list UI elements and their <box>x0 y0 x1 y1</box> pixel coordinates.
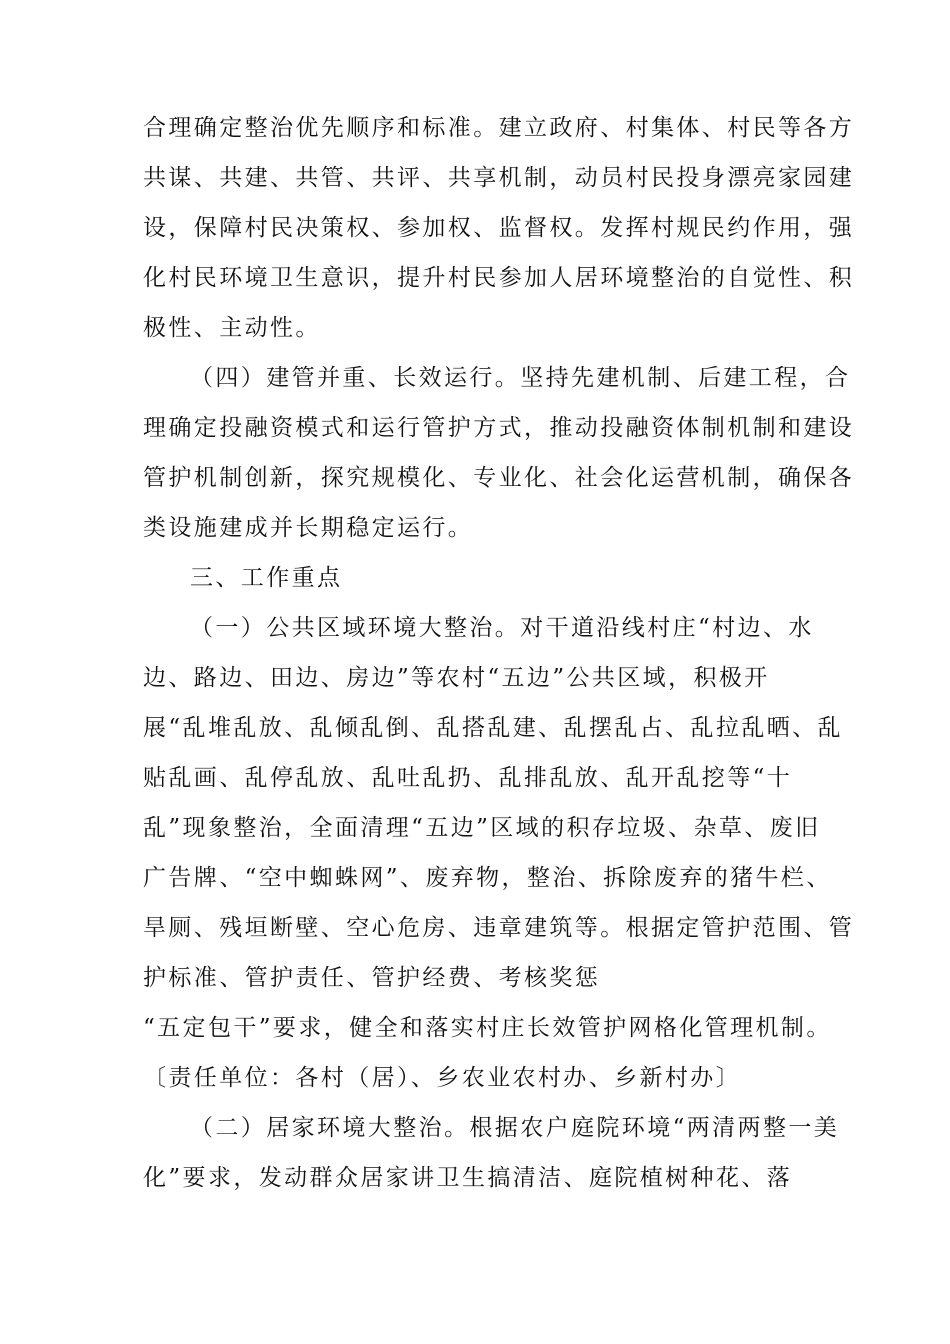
paragraph-line: 合理确定整治优先顺序和标准。建立政府、村集体、村民等各方 <box>143 115 855 141</box>
subsection-2-heading-line: （二）居家环境大整治。根据农户庭院环境“两清两整一美 <box>190 1115 840 1141</box>
paragraph-line: 展“乱堆乱放、乱倾乱倒、乱搭乱建、乱摆乱占、乱拉乱晒、乱 <box>143 715 843 741</box>
paragraph-line: 贴乱画、乱停乱放、乱吐乱扔、乱排乱放、乱开乱挖等“十 <box>143 765 793 791</box>
paragraph-line: 共谋、共建、共管、共评、共享机制，动员村民投身漂亮家园建 <box>143 165 855 191</box>
paragraph-line: 化”要求，发动群众居家讲卫生搞清洁、庭院植树种花、落 <box>143 1165 793 1191</box>
paragraph-line: 理确定投融资模式和运行管护方式，推动投融资体制机制和建设 <box>143 415 855 441</box>
paragraph-line: 极性、主动性。 <box>143 315 321 341</box>
section-4-heading-line: （四）建管并重、长效运行。坚持先建机制、后建工程，合 <box>190 365 851 391</box>
paragraph-line: 化村民环境卫生意识，提升村民参加人居环境整治的自觉性、积 <box>143 265 855 291</box>
paragraph-line: 护标准、管护责任、管护经费、考核奖惩 <box>143 965 601 991</box>
paragraph-line: 设，保障村民决策权、参加权、监督权。发挥村规民约作用，强 <box>143 215 855 241</box>
paragraph-line: 管护机制创新，探究规模化、专业化、社会化运营机制，确保各 <box>143 465 855 491</box>
section-heading-work-focus: 三、工作重点 <box>190 565 343 591</box>
responsibility-note: 〔责任单位：各村（居）、乡农业农村办、乡新村办〕 <box>143 1065 742 1091</box>
paragraph-line: 乱”现象整治，全面清理“五边”区域的积存垃圾、杂草、废旧 <box>143 815 821 841</box>
paragraph-line: 旱厕、残垣断壁、空心危房、违章建筑等。根据定管护范围、管 <box>143 915 855 941</box>
subsection-1-heading-line: （一）公共区域环境大整治。对干道沿线村庄“村边、水 <box>190 615 814 641</box>
paragraph-line: 广告牌、“空中蜘蛛网”、废弃物，整治、拆除废弃的猪牛栏、 <box>143 865 832 891</box>
paragraph-line: 边、路边、田边、房边”等农村“五边”公共区域，积极开 <box>143 665 770 691</box>
paragraph-line: 类设施建成并长期稳定运行。 <box>143 515 474 541</box>
paragraph-line: “五定包干”要求，健全和落实村庄长效管护网格化管理机制。 <box>143 1015 832 1041</box>
